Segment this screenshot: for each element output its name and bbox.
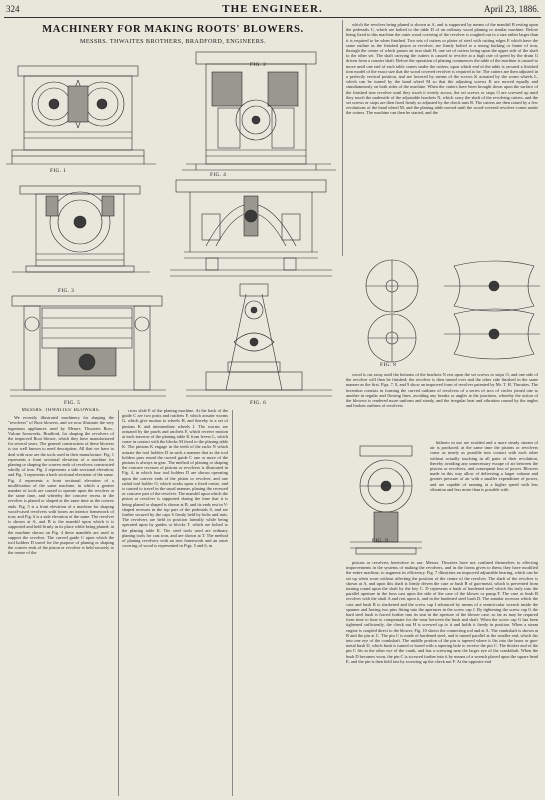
article-column-2 <box>122 408 228 798</box>
fig8-drawing <box>366 260 418 362</box>
article-subtitle: MESSRS. THWAITES BROTHERS, BRADFORD, ENGINEERS. <box>79 38 267 45</box>
column-3-top-text: which the revolver being planed is shown at A, and is supported by means of the mandril B resting upon the pedestals C, which are bolted to the table D of an ordinary wood planing or similar machine. Before being fixed to this machine the outer wood covering of the revolver is roughed out to a size rather larger than it is required to be when finished. Two sets of cutters or plates of steel with cutting edges E which have the same outline as the finished piston or revolver, are firmly bolted to a strong backing or frame of iron, through the centre of which passes an iron shaft H, one set of cutters being upon the upper side of the shaft to the other set. The shaft carrying the cutters is caused to revolve at a high rate of speed by the drum G driven from a counter shaft. Before the operation of planing commences the table of the machine is caused to move until one end of each table comes under the cutters, upon which end of the table is secured a finished iron model of the exact size that the wood covered revolver is required to be. The cutters are then adjusted in a perfectly vertical position, and are lowered by means of the screws K actuated by the worm wheels L, which can be turned by the hand wheel M so that the adjusting screws K are moved equally and simultaneously on both sides of the machine. When the cutters have been brought down upon the surface of the finished iron revolver until they touch it evenly across, the set screws or stops O are screwed up until they touch the underside of the adjustable brackets N, which carry the shaft of the revolving cutters, and the set screws or stops are then fixed firmly so adjusted by the check nuts R. The cutters are then raised by a few revolutions of the hand wheel M, and the planing table moved until the wood-covered revolver comes under the cutters. The machine can then be started, and the <box>346 22 538 116</box>
fig6-drawing <box>186 284 332 396</box>
article-column-3-bottom <box>346 560 538 798</box>
header-rule <box>4 17 541 18</box>
fig3-drawing <box>12 186 150 272</box>
fig4-drawing <box>170 180 332 276</box>
issue-date: April 23, 1886. <box>484 4 539 14</box>
article-title: MACHINERY FOR MAKING ROOTS' BLOWERS. <box>42 24 304 35</box>
article-column-1 <box>8 408 114 798</box>
column-3-middle-text: wood is cut away until the bottoms of the brackets N rest upon the set screws or stops O, and one side of the revolver will then be finished; the revolver is then turned over and the other side finished in the same manner as the first. Figs. 7, 8, and 9 show an improved form of revolver patented by Mr. T. H. Thwaites. The invention consists in forming the curved outlines of revolvers of a series of arcs of circles joined one to another in regular and flowing lines, avoiding any breaks or angles at the junctions, whereby the action of the blowers is rendered more uniform and steady, and the irregular beat and vibration caused by the angles and broken outlines of revolvers <box>346 372 538 409</box>
article-column-3-top <box>346 22 538 254</box>
column-2-text: cross slide E of the planing machine. At the back of the guide C are two posts and ratchets F, which actuate worms G, which give motion to wheels H, and thereby to a set of pinions K and intermediate wheels J. The worms are actuated by the pawls and ratchets F, which receive motion at each traverse of the planing table K from levers L, which come in contact with the blocks M fixed to the planing table K. The pinions K engage in the teeth of the racks N which actuate the tool holders D in such a manner that as the tool holders pass round the curved guide C one or more of the pinions is always in gear. The method of planing or shaping the concave recesses of pistons or revolvers is illustrated in Fig. 4, in which four tool holders D are shown operating upon the convex ends of the piston or revolver, and one radial tool holder O, which works upon a fixed centre, and is caused to travel in the usual manner, planing the recessed or concave part of the revolver. The mandril upon which the piston or revolver is supported during the time that it is being planed or shaped is shown at B, and its ends rest in V-shaped recesses in the top part of the pedestals S, and are further secured by the caps S firmly held by bolts and nuts. The revolvers are held in position laterally while being operated upon by guides or blocks T, which are bolted to the planing table K. The steel tools used are ordinary planing tools for cast iron, and are shown at T. The method of planing revolvers with an iron framework and an outer covering of wood is represented in Figs. 5 and 6, in <box>122 408 228 549</box>
column-separator <box>118 410 119 796</box>
page-number: 324 <box>6 4 20 14</box>
engraving-plate <box>6 46 341 402</box>
fig3-label: FIG. 3 <box>58 288 75 294</box>
column-separator <box>342 20 343 256</box>
fig5-label: FIG. 5 <box>64 400 81 406</box>
fig5-drawing <box>10 296 166 396</box>
fig8-label: FIG. 8 <box>380 362 397 368</box>
fig4-label: FIG. 4 <box>210 172 227 178</box>
fig2-label: FIG. 2 <box>250 62 267 68</box>
fig1-drawing <box>6 66 156 164</box>
column-3-bottom-text: pistons or revolvers heretofore in use. Messrs. Thwaites have not confined themselves to effecting improvements in the systems of making the revolvers, and in the forms given to them; they have modified the entire machine, to augment its efficiency. Fig. 7 illustrates an improved adjustable bearing, which can be set up when worn without affecting the position of the centre of the revolver. The shaft of the revolver is shown at A, and upon this shaft is firmly driven the case or bush B of gun-metal, which is prevented from turning round upon the shaft by the key C. D represents a bush of hardened steel which fits truly into the parallel aperture in the boss cast upon the side of the case of the blower or pump F. The case or bush B revolves with the shaft A and rest upon it, and in the hardened steel bush D. The annular recesses which the case and bush B is slackened and the screw cap I advanced by means of a semicircular wrench inside the spanner and having two pins fitting into the apertures in the screw cap J. By tightening the screw cap G the hard steel bush is forced further into its seat in the aperture of the blower case, so far as may be required from time to time to compensate for the wear between the bush and shaft. When the screw cap G has been tightened sufficiently, the check nut H is screwed up to it and holds it firmly in position. When a steam engine is coupled direct to the blower, Fig. 10 shows the connecting rod and at A. The crankshaft is shown at B and the pin at C. The pin C is made of hardened steel, and is turned parallel at the smaller end, which fits into one eye of the crankshaft. The middle portion of the pin is tapered where it fits into the brass or gun-metal bush D, which bush is turned or bored with a tapering hole to receive the pin C. The thicker end of the pin C fits in the other eye of the crank, and has a screwing near the larger eye of the crankshaft. When the bush D becomes worn, the pin C is screwed further into it by means of a wrench placed upon the square head E, and the pin is then held fast by screwing up the check nut F. At the opposite end <box>346 560 538 664</box>
revolver-figures <box>344 256 540 364</box>
masthead: THE ENGINEER. <box>222 3 323 15</box>
fig1-label: FIG. 1 <box>50 168 67 174</box>
fig9-label: FIG. 9 <box>372 538 389 544</box>
column-3-narrow-text: hitherto in use are avoided and a more steady stream of air is produced; at the same time the pistons or revolvers come as nearly as possible into contact with each other without actually touching in all parts of their revolution, thereby avoiding any unnecessary escape of air between the pistons or revolvers, and consequent loss of power. Blowers made in this way allow of delivering a larger volume and greater pressure of air with a smaller expenditure of power, and are capable of running at a higher speed with less vibration and less noise than is possible with <box>430 440 538 492</box>
article-column-3-narrow <box>430 440 538 556</box>
column-separator <box>232 410 233 796</box>
fig2-drawing <box>182 52 336 170</box>
article-column-3-middle <box>346 372 538 436</box>
fig9-drawing <box>444 261 540 359</box>
fig6-label: FIG. 6 <box>250 400 267 406</box>
page-header <box>4 3 541 17</box>
column-1-text: We recently illustrated machinery for shaping the "revolvers" of Root blowers, and we now illustrate the very ingenious appliances used by Messrs. Thwaites Bros., Vulcan Ironworks, Bradford, for shaping the revolvers of the improved Root blower, which they have manufactured for several years. The general construction of these blowers is too well known to need description. All that we have to deal with now are the tools used in their manufacture. Fig. 1 represents a front sectional elevation of a machine for planing or shaping the convex ends of revolvers constructed wholly of iron. Fig. 2 represents a side sectional elevation; and Fig. 3 represents a back sectional elevation of the same. Fig. 4 represents a front sectional elevation of a modification of the same machine, in which a greater number of tools are caused to operate upon the revolver at the same time, and whereby the concave recess in the revolver is planed or shaped at the same time as the convex ends. Fig. 5 is a front elevation of a machine for shaping wood-cased revolvers with boxes an interior framework of iron; and Fig. 6 is a side elevation of the same. The revolver is shown at A, and B is the mandril upon which it is supported and held firmly in its place while being planed; in the machine shown on Fig. 4 these mandrils are used to support the revolver. The curved guide C upon which the tool holders D travel for the purpose of planing or shaping the convex ends of the piston or revolver is held securely to the centre of the <box>8 415 114 556</box>
column-1-heading: MESSRS. THWAITES' BLOWERS. <box>21 408 101 413</box>
